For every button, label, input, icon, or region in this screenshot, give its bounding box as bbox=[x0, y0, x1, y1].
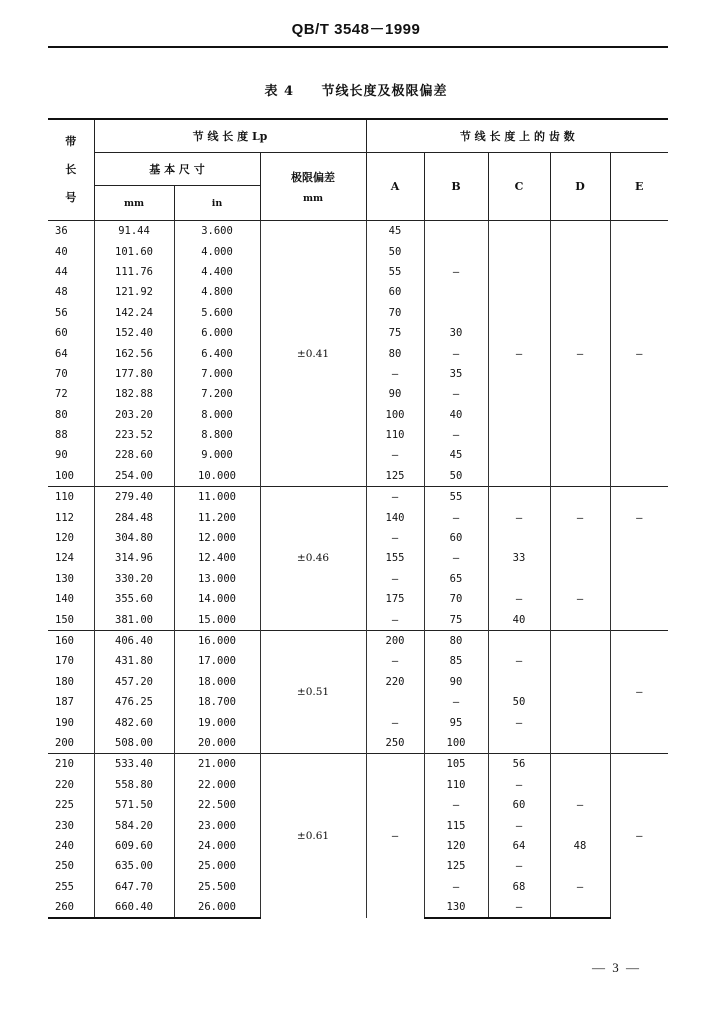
teeth-b: 35 bbox=[424, 364, 488, 384]
teeth-b: 110 bbox=[424, 775, 488, 795]
table-header bbox=[48, 119, 668, 221]
document-code: QB/T 3548－1999 bbox=[291, 21, 421, 38]
teeth-c: — bbox=[488, 897, 550, 918]
length-mm: 508.00 bbox=[94, 733, 174, 754]
teeth-c: — bbox=[488, 507, 550, 527]
length-mm: 223.52 bbox=[94, 425, 174, 445]
teeth-b: 115 bbox=[424, 815, 488, 835]
teeth-c: — bbox=[488, 815, 550, 835]
teeth-b: 90 bbox=[424, 672, 488, 692]
teeth-c bbox=[488, 528, 550, 548]
length-in: 19.000 bbox=[174, 712, 260, 732]
col-d-header: D bbox=[550, 153, 610, 221]
band-no: 40 bbox=[55, 245, 68, 258]
teeth-b: 130 bbox=[424, 897, 488, 918]
length-in: 8.800 bbox=[174, 425, 260, 445]
teeth-a: 75 bbox=[366, 323, 424, 343]
band-no: 70 bbox=[55, 367, 68, 380]
col-b-header: B bbox=[424, 153, 488, 221]
teeth-b: 45 bbox=[424, 445, 488, 465]
length-mm: 431.80 bbox=[94, 651, 174, 671]
band-no: 170 bbox=[55, 655, 74, 668]
mm-header: mm bbox=[94, 186, 174, 221]
length-mm: 182.88 bbox=[94, 384, 174, 404]
length-in: 20.000 bbox=[174, 733, 260, 754]
band-no: 220 bbox=[55, 778, 74, 791]
tooth-count-header: 节 线 长 度 上 的 齿 数 bbox=[366, 119, 668, 153]
teeth-b: 30 bbox=[424, 323, 488, 343]
band-no: 112 bbox=[55, 511, 74, 524]
teeth-d: — bbox=[550, 589, 610, 609]
band-no: 72 bbox=[55, 388, 68, 401]
length-in: 6.400 bbox=[174, 343, 260, 363]
teeth-b: 50 bbox=[424, 466, 488, 487]
teeth-b: 125 bbox=[424, 856, 488, 876]
band-no: 240 bbox=[55, 839, 74, 852]
tolerance-cell: ±0.46 bbox=[260, 487, 366, 631]
length-in: 7.200 bbox=[174, 384, 260, 404]
length-mm: 609.60 bbox=[94, 836, 174, 856]
teeth-c: 40 bbox=[488, 609, 550, 630]
teeth-a: 80 bbox=[366, 343, 424, 363]
length-in: 11.200 bbox=[174, 507, 260, 527]
length-mm: 571.50 bbox=[94, 795, 174, 815]
length-mm: 152.40 bbox=[94, 323, 174, 343]
teeth-e: — bbox=[610, 630, 668, 753]
teeth-b: — bbox=[424, 692, 488, 712]
band-no: 210 bbox=[48, 754, 94, 775]
teeth-a: 90 bbox=[366, 384, 424, 404]
length-mm: 101.60 bbox=[94, 241, 174, 261]
teeth-a: — bbox=[366, 487, 424, 508]
teeth-b: — bbox=[424, 384, 488, 404]
teeth-a: — bbox=[366, 754, 424, 919]
length-in: 18.000 bbox=[174, 672, 260, 692]
length-mm: 279.40 bbox=[94, 487, 174, 508]
teeth-d bbox=[550, 487, 610, 508]
band-no: 64 bbox=[55, 347, 68, 360]
teeth-c: — bbox=[488, 775, 550, 795]
group-2 bbox=[48, 487, 668, 631]
teeth-d bbox=[550, 630, 610, 753]
teeth-a: — bbox=[366, 609, 424, 630]
teeth-b: 40 bbox=[424, 405, 488, 425]
tolerance-cell: ±0.51 bbox=[260, 630, 366, 753]
length-in: 25.000 bbox=[174, 856, 260, 876]
length-mm: 162.56 bbox=[94, 343, 174, 363]
page-number: — 3 — bbox=[592, 960, 641, 975]
length-mm: 330.20 bbox=[94, 569, 174, 589]
group-3 bbox=[48, 630, 668, 753]
teeth-a: 220 bbox=[366, 672, 424, 692]
band-no: 130 bbox=[55, 572, 74, 585]
length-mm: 355.60 bbox=[94, 589, 174, 609]
teeth-a: — bbox=[366, 651, 424, 671]
teeth-d: 48 bbox=[550, 836, 610, 856]
teeth-a: 55 bbox=[366, 262, 424, 282]
teeth-a: 125 bbox=[366, 466, 424, 487]
teeth-c: 50 bbox=[488, 692, 550, 712]
teeth-a: 50 bbox=[366, 241, 424, 261]
length-in: 11.000 bbox=[174, 487, 260, 508]
teeth-d: — bbox=[550, 507, 610, 527]
teeth-c: — bbox=[488, 589, 550, 609]
length-mm: 635.00 bbox=[94, 856, 174, 876]
teeth-a: 60 bbox=[366, 282, 424, 302]
length-in: 22.500 bbox=[174, 795, 260, 815]
teeth-d bbox=[550, 528, 610, 548]
length-in: 23.000 bbox=[174, 815, 260, 835]
length-in: 5.600 bbox=[174, 303, 260, 323]
teeth-b: 60 bbox=[424, 528, 488, 548]
teeth-e bbox=[610, 487, 668, 508]
pitch-length-header: 节 线 长 度 Lp bbox=[94, 119, 366, 153]
teeth-c: — bbox=[488, 712, 550, 732]
teeth-b: 65 bbox=[424, 569, 488, 589]
teeth-d: — bbox=[550, 877, 610, 897]
length-in: 13.000 bbox=[174, 569, 260, 589]
table-title bbox=[0, 80, 712, 99]
table-caption: 节线长度及极限偏差 bbox=[321, 84, 448, 99]
col-a-header: A bbox=[366, 153, 424, 221]
teeth-b bbox=[424, 303, 488, 323]
teeth-e: — bbox=[610, 507, 668, 527]
length-mm: 381.00 bbox=[94, 609, 174, 630]
teeth-a: — bbox=[366, 528, 424, 548]
length-mm: 457.20 bbox=[94, 672, 174, 692]
teeth-b bbox=[424, 282, 488, 302]
teeth-d bbox=[550, 856, 610, 876]
length-in: 15.000 bbox=[174, 609, 260, 630]
length-mm: 177.80 bbox=[94, 364, 174, 384]
table-row bbox=[48, 487, 668, 508]
header-rule bbox=[48, 46, 668, 48]
length-in: 4.800 bbox=[174, 282, 260, 302]
length-in: 4.000 bbox=[174, 241, 260, 261]
in-header: in bbox=[174, 186, 260, 221]
band-no: 260 bbox=[48, 897, 94, 918]
teeth-c: 60 bbox=[488, 795, 550, 815]
length-mm: 482.60 bbox=[94, 712, 174, 732]
teeth-c: — bbox=[488, 221, 550, 487]
teeth-e bbox=[610, 528, 668, 548]
col-e-header: E bbox=[610, 153, 668, 221]
band-no: 110 bbox=[48, 487, 94, 508]
length-mm: 647.70 bbox=[94, 877, 174, 897]
teeth-c bbox=[488, 672, 550, 692]
length-in: 8.000 bbox=[174, 405, 260, 425]
teeth-b: — bbox=[424, 262, 488, 282]
teeth-b: 120 bbox=[424, 836, 488, 856]
teeth-b: — bbox=[424, 507, 488, 527]
basic-size-header: 基 本 尺 寸 bbox=[94, 153, 260, 186]
length-in: 12.400 bbox=[174, 548, 260, 568]
teeth-d bbox=[550, 609, 610, 630]
length-mm: 284.48 bbox=[94, 507, 174, 527]
teeth-c: 33 bbox=[488, 548, 550, 568]
teeth-b: 105 bbox=[424, 754, 488, 775]
band-no: 100 bbox=[55, 469, 74, 482]
length-mm: 228.60 bbox=[94, 445, 174, 465]
teeth-a: — bbox=[366, 569, 424, 589]
teeth-b: 95 bbox=[424, 712, 488, 732]
teeth-b: 70 bbox=[424, 589, 488, 609]
length-mm: 584.20 bbox=[94, 815, 174, 835]
band-no: 150 bbox=[55, 613, 74, 626]
teeth-d: — bbox=[550, 795, 610, 815]
band-no: 80 bbox=[55, 408, 68, 421]
teeth-c bbox=[488, 487, 550, 508]
length-mm: 254.00 bbox=[94, 466, 174, 487]
band-no: 187 bbox=[55, 696, 74, 709]
length-mm: 203.20 bbox=[94, 405, 174, 425]
teeth-c: 56 bbox=[488, 754, 550, 775]
band-no: 124 bbox=[55, 552, 74, 565]
length-in: 9.000 bbox=[174, 445, 260, 465]
teeth-b bbox=[424, 241, 488, 261]
teeth-b: 80 bbox=[424, 630, 488, 651]
teeth-c bbox=[488, 630, 550, 651]
teeth-d bbox=[550, 754, 610, 775]
teeth-d bbox=[550, 775, 610, 795]
teeth-b bbox=[424, 221, 488, 242]
band-no: 160 bbox=[48, 630, 94, 651]
teeth-a: 70 bbox=[366, 303, 424, 323]
length-in: 25.500 bbox=[174, 877, 260, 897]
teeth-b: — bbox=[424, 343, 488, 363]
teeth-a: 140 bbox=[366, 507, 424, 527]
length-in: 7.000 bbox=[174, 364, 260, 384]
table-number: 表 4 bbox=[264, 84, 295, 99]
teeth-b: 85 bbox=[424, 651, 488, 671]
teeth-a: 45 bbox=[366, 221, 424, 242]
band-no: 88 bbox=[55, 429, 68, 442]
teeth-b: — bbox=[424, 425, 488, 445]
teeth-a: 200 bbox=[366, 630, 424, 651]
teeth-a: 175 bbox=[366, 589, 424, 609]
teeth-a: — bbox=[366, 364, 424, 384]
length-mm: 533.40 bbox=[94, 754, 174, 775]
length-mm: 111.76 bbox=[94, 262, 174, 282]
group-1 bbox=[48, 221, 668, 487]
teeth-e: — bbox=[610, 221, 668, 487]
length-mm: 406.40 bbox=[94, 630, 174, 651]
teeth-e bbox=[610, 609, 668, 630]
band-no: 60 bbox=[55, 327, 68, 340]
teeth-d bbox=[550, 569, 610, 589]
tolerance-cell: ±0.61 bbox=[260, 754, 366, 919]
teeth-d bbox=[550, 815, 610, 835]
band-no: 200 bbox=[55, 736, 74, 749]
band-no: 90 bbox=[55, 449, 68, 462]
teeth-b: — bbox=[424, 795, 488, 815]
teeth-c bbox=[488, 733, 550, 754]
teeth-e bbox=[610, 569, 668, 589]
length-in: 4.400 bbox=[174, 262, 260, 282]
teeth-d: — bbox=[550, 221, 610, 487]
group-4 bbox=[48, 754, 668, 919]
tolerance-header: 极限偏差 mm bbox=[260, 153, 366, 221]
length-in: 24.000 bbox=[174, 836, 260, 856]
length-in: 26.000 bbox=[174, 897, 260, 918]
teeth-b: 100 bbox=[424, 733, 488, 754]
teeth-c: 64 bbox=[488, 836, 550, 856]
teeth-a: — bbox=[366, 712, 424, 732]
teeth-c bbox=[488, 569, 550, 589]
teeth-c: — bbox=[488, 856, 550, 876]
table-row bbox=[48, 754, 668, 775]
band-no: 36 bbox=[48, 221, 94, 242]
length-mm: 314.96 bbox=[94, 548, 174, 568]
band-no: 48 bbox=[55, 286, 68, 299]
band-no: 250 bbox=[55, 860, 74, 873]
col-c-header: C bbox=[488, 153, 550, 221]
teeth-d bbox=[550, 548, 610, 568]
pitch-length-table bbox=[48, 118, 668, 919]
length-in: 16.000 bbox=[174, 630, 260, 651]
teeth-e bbox=[610, 548, 668, 568]
length-in: 3.600 bbox=[174, 221, 260, 242]
table-row bbox=[48, 221, 668, 242]
band-no: 44 bbox=[55, 265, 68, 278]
band-no: 225 bbox=[55, 799, 74, 812]
length-in: 10.000 bbox=[174, 466, 260, 487]
length-in: 17.000 bbox=[174, 651, 260, 671]
teeth-c: 68 bbox=[488, 877, 550, 897]
teeth-c: — bbox=[488, 651, 550, 671]
teeth-a: 110 bbox=[366, 425, 424, 445]
band-no: 255 bbox=[55, 880, 74, 893]
teeth-e bbox=[610, 589, 668, 609]
band-no: 180 bbox=[55, 675, 74, 688]
length-in: 14.000 bbox=[174, 589, 260, 609]
length-mm: 660.40 bbox=[94, 897, 174, 918]
band-number-header: 带 长 号 bbox=[48, 119, 94, 221]
teeth-b: — bbox=[424, 548, 488, 568]
length-mm: 121.92 bbox=[94, 282, 174, 302]
teeth-e: — bbox=[610, 754, 668, 919]
band-no: 140 bbox=[55, 593, 74, 606]
band-no: 56 bbox=[55, 306, 68, 319]
length-mm: 142.24 bbox=[94, 303, 174, 323]
table-row bbox=[48, 630, 668, 651]
length-in: 6.000 bbox=[174, 323, 260, 343]
length-mm: 91.44 bbox=[94, 221, 174, 242]
teeth-a: — bbox=[366, 445, 424, 465]
length-mm: 558.80 bbox=[94, 775, 174, 795]
teeth-a: 250 bbox=[366, 733, 424, 754]
teeth-a: 100 bbox=[366, 405, 424, 425]
teeth-b: 75 bbox=[424, 609, 488, 630]
teeth-b: — bbox=[424, 877, 488, 897]
length-in: 21.000 bbox=[174, 754, 260, 775]
band-no: 120 bbox=[55, 532, 74, 545]
teeth-a bbox=[366, 692, 424, 712]
length-mm: 304.80 bbox=[94, 528, 174, 548]
teeth-d bbox=[550, 897, 610, 918]
length-in: 22.000 bbox=[174, 775, 260, 795]
length-in: 12.000 bbox=[174, 528, 260, 548]
length-mm: 476.25 bbox=[94, 692, 174, 712]
length-in: 18.700 bbox=[174, 692, 260, 712]
band-no: 190 bbox=[55, 716, 74, 729]
teeth-b: 55 bbox=[424, 487, 488, 508]
tolerance-cell: ±0.41 bbox=[260, 221, 366, 487]
teeth-a: 155 bbox=[366, 548, 424, 568]
band-no: 230 bbox=[55, 819, 74, 832]
